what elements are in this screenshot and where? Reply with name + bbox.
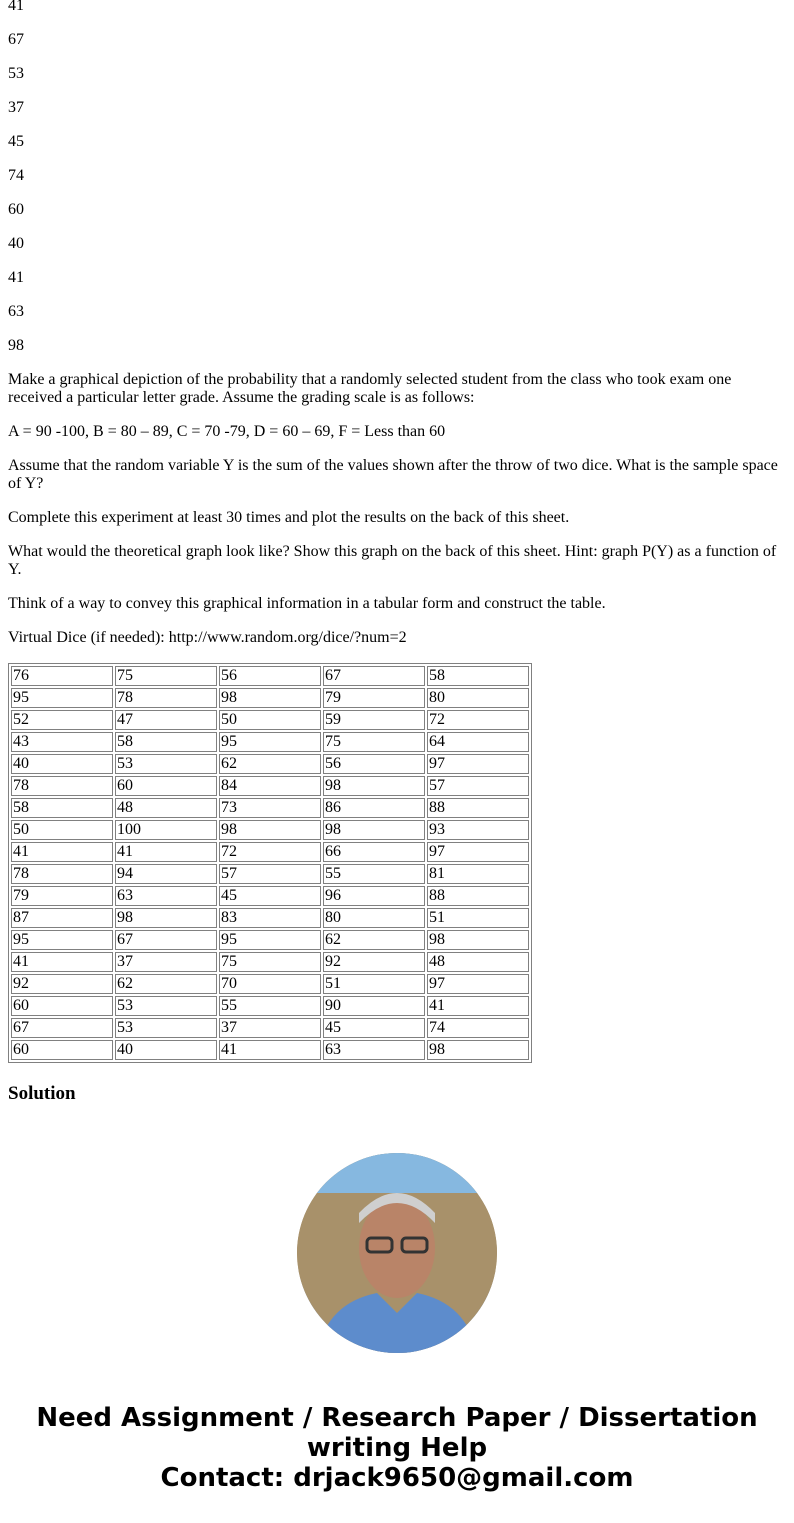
table-cell: 63 xyxy=(115,886,217,906)
paragraph: Make a graphical depiction of the probability that a randomly selected student from the class who took exam one received a particular letter grade. Assume the grading scale is as follows: xyxy=(8,371,732,406)
table-cell: 48 xyxy=(115,798,217,818)
table-cell: 80 xyxy=(323,908,425,928)
table-cell: 78 xyxy=(11,864,113,884)
table-cell: 53 xyxy=(115,754,217,774)
table-cell: 97 xyxy=(427,842,529,862)
number-item: 41 xyxy=(8,0,24,14)
table-cell: 96 xyxy=(323,886,425,906)
table-cell: 41 xyxy=(115,842,217,862)
table-cell: 55 xyxy=(323,864,425,884)
table-cell: 75 xyxy=(323,732,425,752)
question-text xyxy=(8,371,786,647)
table-cell: 55 xyxy=(219,996,321,1016)
table-cell: 86 xyxy=(323,798,425,818)
number-item: 98 xyxy=(8,337,24,354)
table-cell: 53 xyxy=(115,1018,217,1038)
table-cell: 52 xyxy=(11,710,113,730)
number-item: 67 xyxy=(8,31,24,48)
table-cell: 56 xyxy=(219,666,321,686)
table-cell: 70 xyxy=(219,974,321,994)
table-row xyxy=(11,842,529,862)
table-cell: 50 xyxy=(219,710,321,730)
table-cell: 98 xyxy=(427,930,529,950)
table-cell: 83 xyxy=(219,908,321,928)
table-row xyxy=(11,952,529,972)
table-cell: 94 xyxy=(115,864,217,884)
table-cell: 41 xyxy=(11,842,113,862)
table-cell: 60 xyxy=(115,776,217,796)
paragraph: Virtual Dice (if needed): http://www.random.org/dice/?num=2 xyxy=(8,629,407,646)
table-cell: 67 xyxy=(323,666,425,686)
table-cell: 60 xyxy=(11,1040,113,1060)
table-cell: 95 xyxy=(11,930,113,950)
table-cell: 90 xyxy=(323,996,425,1016)
table-cell: 72 xyxy=(219,842,321,862)
table-cell: 45 xyxy=(219,886,321,906)
table-row xyxy=(11,688,529,708)
table-cell: 51 xyxy=(323,974,425,994)
table-cell: 98 xyxy=(323,776,425,796)
table-cell: 41 xyxy=(427,996,529,1016)
number-item: 45 xyxy=(8,133,24,150)
table-cell: 98 xyxy=(115,908,217,928)
table-cell: 80 xyxy=(427,688,529,708)
table-cell: 98 xyxy=(219,820,321,840)
table-cell: 75 xyxy=(115,666,217,686)
paragraph: What would the theoretical graph look like? Show this graph on the back of this sheet. Hint: graph P(Y) as a function of Y. xyxy=(8,543,777,578)
table-row xyxy=(11,798,529,818)
table-cell: 78 xyxy=(115,688,217,708)
table-cell: 98 xyxy=(427,1040,529,1060)
number-item: 63 xyxy=(8,303,24,320)
table-row xyxy=(11,886,529,906)
table-cell: 84 xyxy=(219,776,321,796)
table-cell: 67 xyxy=(115,930,217,950)
table-cell: 95 xyxy=(219,930,321,950)
table-cell: 40 xyxy=(11,754,113,774)
table-cell: 58 xyxy=(11,798,113,818)
table-cell: 76 xyxy=(11,666,113,686)
scores-table xyxy=(8,663,532,1063)
solution-heading: Solution xyxy=(8,1083,76,1104)
paragraph: Complete this experiment at least 30 times and plot the results on the back of this sheet. xyxy=(8,509,570,526)
table-cell: 51 xyxy=(427,908,529,928)
table-row xyxy=(11,754,529,774)
table-cell: 62 xyxy=(323,930,425,950)
table-row xyxy=(11,732,529,752)
table-cell: 37 xyxy=(115,952,217,972)
table-row xyxy=(11,908,529,928)
table-row xyxy=(11,864,529,884)
number-item: 60 xyxy=(8,201,24,218)
table-row xyxy=(11,996,529,1016)
table-cell: 97 xyxy=(427,754,529,774)
table-cell: 60 xyxy=(11,996,113,1016)
table-cell: 66 xyxy=(323,842,425,862)
table-cell: 37 xyxy=(219,1018,321,1038)
footer-line-2: writing Help xyxy=(306,1433,488,1463)
table-cell: 81 xyxy=(427,864,529,884)
promo-footer xyxy=(0,1403,794,1493)
table-cell: 87 xyxy=(11,908,113,928)
table-cell: 62 xyxy=(115,974,217,994)
table-cell: 98 xyxy=(323,820,425,840)
table-cell: 43 xyxy=(11,732,113,752)
table-cell: 57 xyxy=(219,864,321,884)
table-cell: 41 xyxy=(11,952,113,972)
table-cell: 47 xyxy=(115,710,217,730)
number-item: 37 xyxy=(8,99,24,116)
number-item: 53 xyxy=(8,65,24,82)
footer-line-1: Need Assignment / Research Paper / Dissertation xyxy=(36,1403,758,1433)
table-cell: 92 xyxy=(11,974,113,994)
table-cell: 100 xyxy=(115,820,217,840)
number-item: 41 xyxy=(8,269,24,286)
table-cell: 67 xyxy=(11,1018,113,1038)
table-cell: 62 xyxy=(219,754,321,774)
table-cell: 95 xyxy=(11,688,113,708)
table-row xyxy=(11,776,529,796)
paragraph: Think of a way to convey this graphical information in a tabular form and construct the table. xyxy=(8,595,606,612)
table-cell: 75 xyxy=(219,952,321,972)
author-avatar xyxy=(297,1153,497,1353)
table-cell: 88 xyxy=(427,886,529,906)
table-row xyxy=(11,1018,529,1038)
paragraph: Assume that the random variable Y is the sum of the values shown after the throw of two dice. What is the sample space of Y? xyxy=(8,457,778,492)
table-cell: 40 xyxy=(115,1040,217,1060)
table-row xyxy=(11,820,529,840)
table-row xyxy=(11,930,529,950)
table-cell: 58 xyxy=(427,666,529,686)
number-item: 40 xyxy=(8,235,24,252)
table-cell: 72 xyxy=(427,710,529,730)
table-cell: 78 xyxy=(11,776,113,796)
table-cell: 74 xyxy=(427,1018,529,1038)
footer-contact: Contact: drjack9650@gmail.com xyxy=(160,1463,634,1493)
table-row xyxy=(11,974,529,994)
table-cell: 88 xyxy=(427,798,529,818)
table-cell: 79 xyxy=(323,688,425,708)
number-item: 74 xyxy=(8,167,24,184)
table-row xyxy=(11,1040,529,1060)
table-row xyxy=(11,666,529,686)
table-cell: 93 xyxy=(427,820,529,840)
table-cell: 92 xyxy=(323,952,425,972)
table-cell: 95 xyxy=(219,732,321,752)
table-cell: 53 xyxy=(115,996,217,1016)
table-cell: 56 xyxy=(323,754,425,774)
table-cell: 97 xyxy=(427,974,529,994)
number-list xyxy=(8,0,786,355)
paragraph: A = 90 -100, B = 80 – 89, C = 70 -79, D = 60 – 69, F = Less than 60 xyxy=(8,423,446,440)
table-cell: 58 xyxy=(115,732,217,752)
table-cell: 63 xyxy=(323,1040,425,1060)
table-cell: 50 xyxy=(11,820,113,840)
table-cell: 59 xyxy=(323,710,425,730)
table-cell: 57 xyxy=(427,776,529,796)
table-cell: 48 xyxy=(427,952,529,972)
table-cell: 79 xyxy=(11,886,113,906)
table-row xyxy=(11,710,529,730)
table-cell: 41 xyxy=(219,1040,321,1060)
table-cell: 64 xyxy=(427,732,529,752)
table-cell: 98 xyxy=(219,688,321,708)
table-cell: 73 xyxy=(219,798,321,818)
table-cell: 45 xyxy=(323,1018,425,1038)
